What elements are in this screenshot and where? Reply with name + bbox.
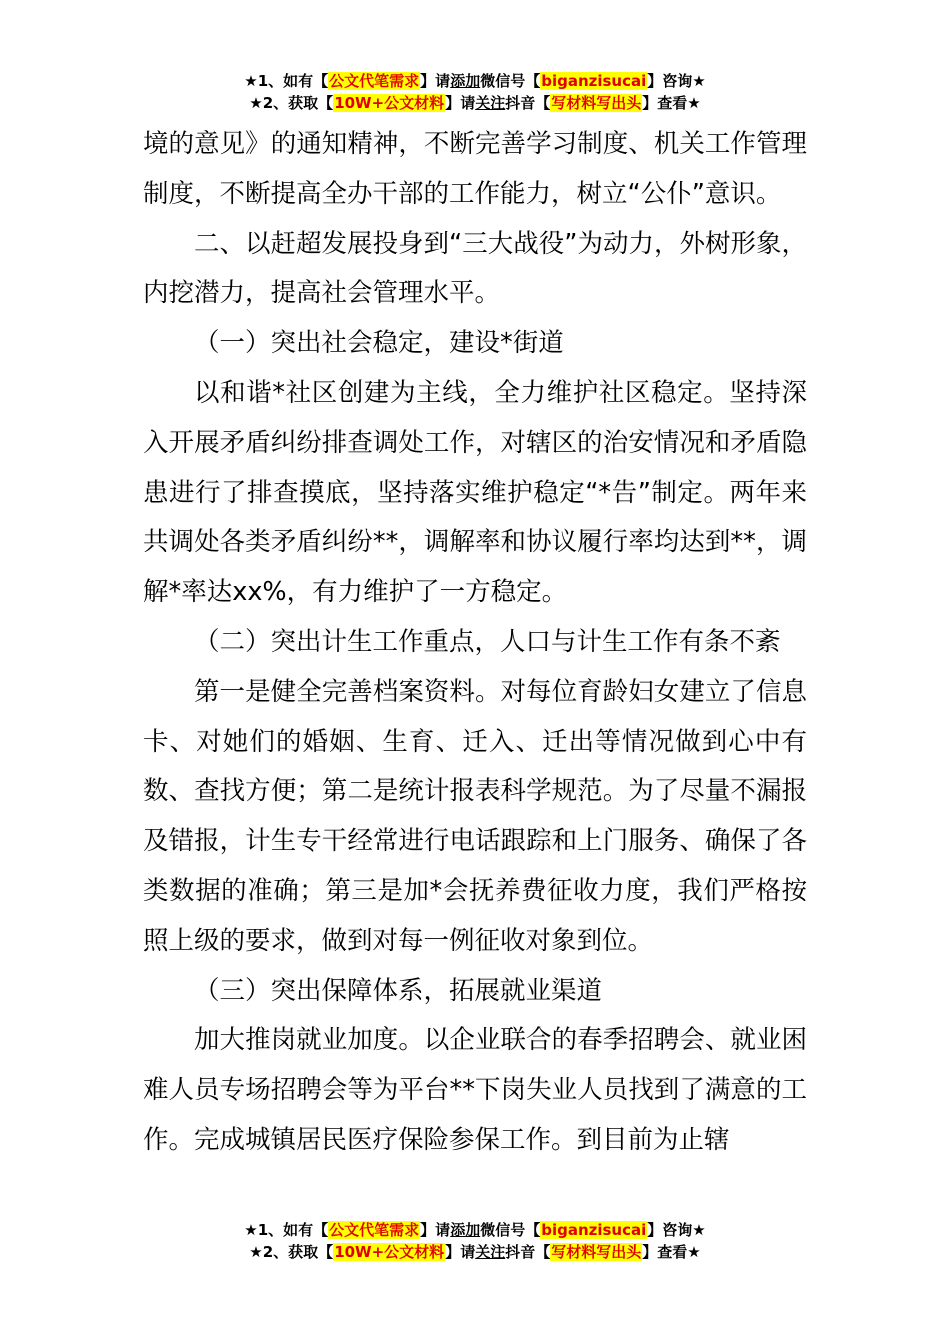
paragraph: 以和谐*社区创建为主线，全力维护社区稳定。坚持深入开展矛盾纠纷排查调处工作，对辖区的治安情况和矛盾隐患进行了排查摸底，坚持落实维护稳定“*告”制定。两年来共调处各类矛盾纠纷**，调解率和协议履行率均达到**，调解*率达xx%，有力维护了一方稳定。: [143, 377, 807, 608]
banner-highlight: 写材料写出头: [551, 94, 642, 112]
banner-highlight: 公文代笔需求: [329, 1221, 420, 1239]
banner-text: 】请: [445, 94, 476, 112]
banner-line-1: [0, 1219, 950, 1241]
banner-highlight: 10W+公文材料: [334, 94, 445, 112]
banner-text: 】咨询★: [647, 72, 706, 90]
banner-highlight: 公文代笔需求: [329, 72, 420, 90]
subsection-heading: （三）突出保障体系，拓展就业渠道: [194, 975, 603, 1006]
header-banner: [0, 70, 950, 114]
banner-text: ★1、如有【: [244, 72, 329, 90]
banner-text: ★2、获取【: [249, 94, 334, 112]
paragraph: 加大推岗就业加度。以企业联合的春季招聘会、就业困难人员专场招聘会等为平台**下岗失业人员找到了满意的工作。完成城镇居民医疗保险参保工作。到目前为止辖: [143, 1025, 807, 1155]
paragraph: 第一是健全完善档案资料。对每位育龄妇女建立了信息卡、对她们的婚姻、生育、迁入、迁出等情况做到心中有数、查找方便；第二是统计报表科学规范。为了尽量不漏报及错报，计生专干经常进行电话跟踪和上门服务、确保了各类数据的准确；第三是加*会抚养费征收力度，我们严格按照上级的要求，做到对每一例征收对象到位。: [143, 676, 807, 956]
subsection-heading: （一）突出社会稳定，建设*街道: [194, 328, 564, 359]
banner-text: 】查看★: [642, 1243, 701, 1261]
banner-text: 微信号【: [480, 72, 541, 90]
section-heading: 二、以赶超发展投身到“三大战役”为动力，外树形象，内挖潜力，提高社会管理水平。: [143, 228, 807, 309]
banner-text: 】请: [445, 1243, 476, 1261]
banner-text: ★2、获取【: [249, 1243, 334, 1261]
banner-highlight: 10W+公文材料: [334, 1243, 445, 1261]
banner-line-2: [0, 1241, 950, 1263]
banner-text: 抖音【: [505, 1243, 551, 1261]
banner-highlight: biganzisucai: [541, 1221, 647, 1239]
banner-underlined-text: 添加: [450, 72, 481, 90]
banner-text: 】咨询★: [647, 1221, 706, 1239]
banner-text: 】请: [420, 1221, 451, 1239]
paragraph: 境的意见》的通知精神，不断完善学习制度、机关工作管理制度，不断提高全办干部的工作能力，树立“公仆”意识。: [143, 129, 807, 209]
banner-highlight: biganzisucai: [541, 72, 647, 90]
subsection-heading: （二）突出计生工作重点，人口与计生工作有条不紊: [194, 626, 781, 657]
banner-underlined-text: 关注: [475, 94, 506, 112]
banner-highlight: 写材料写出头: [551, 1243, 642, 1261]
banner-text: ★1、如有【: [244, 1221, 329, 1239]
document-body: [143, 120, 807, 1166]
banner-underlined-text: 添加: [450, 1221, 481, 1239]
banner-text: 】请: [420, 72, 451, 90]
banner-underlined-text: 关注: [475, 1243, 506, 1261]
footer-banner: [0, 1219, 950, 1263]
banner-text: 】查看★: [642, 94, 701, 112]
banner-line-2: [0, 92, 950, 114]
banner-line-1: [0, 70, 950, 92]
banner-text: 微信号【: [480, 1221, 541, 1239]
banner-text: 抖音【: [505, 94, 551, 112]
